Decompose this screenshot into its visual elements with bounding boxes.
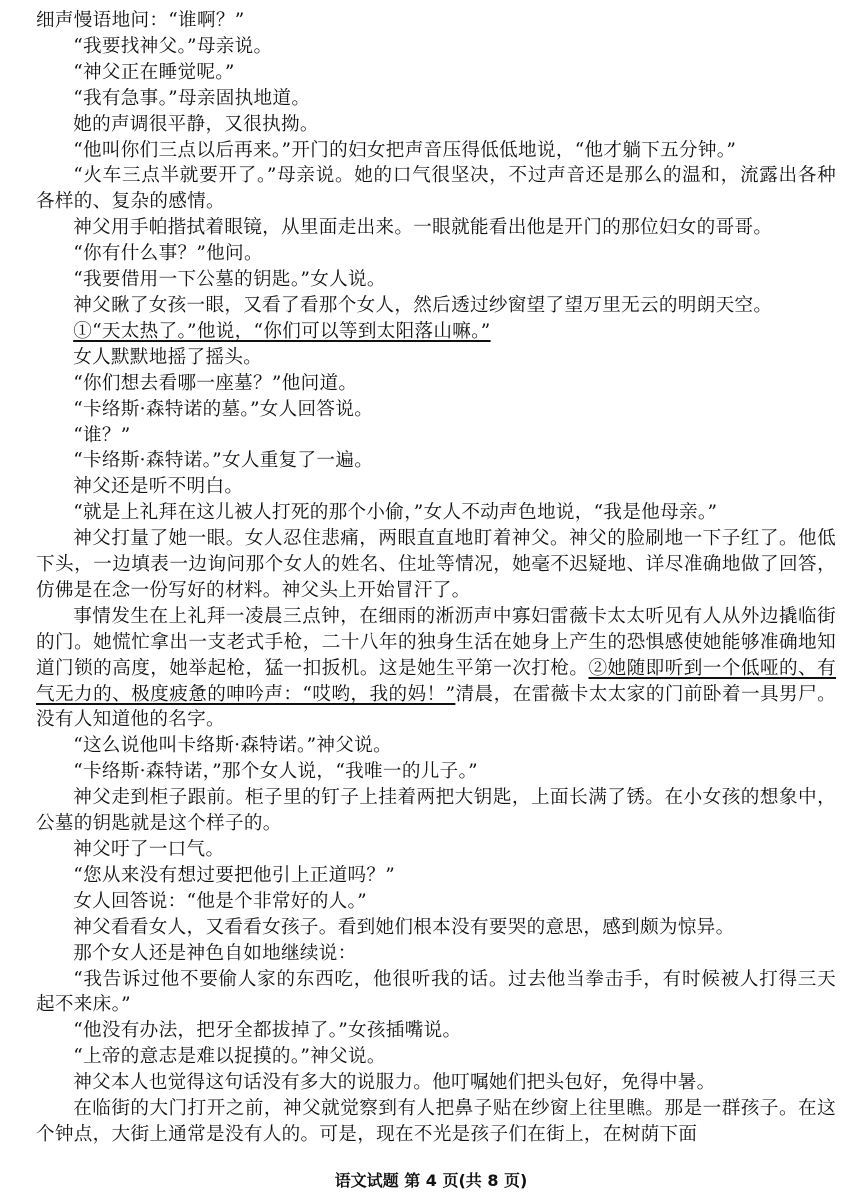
paragraph xyxy=(36,915,836,941)
text-run: “这么说他叫卡络斯·森特诺。”神父说。 xyxy=(73,735,393,757)
text-run: “神父正在睡觉呢。” xyxy=(73,61,235,83)
paragraph xyxy=(36,371,836,397)
text-run: “我要找神父。”母亲说。 xyxy=(73,35,273,57)
paragraph xyxy=(36,941,836,967)
text-run: 神父吁了一口气。 xyxy=(73,839,225,860)
paragraph xyxy=(36,1044,836,1070)
paragraph xyxy=(36,293,836,319)
paragraph xyxy=(36,345,836,371)
text-run: “卡络斯·森特诺的墓。”女人回答说。 xyxy=(73,398,374,420)
paragraph xyxy=(36,163,836,215)
document-page xyxy=(36,8,836,1148)
paragraph xyxy=(36,8,836,34)
text-run: 神父本人也觉得这句话没有多大的说服力。他叮嘱她们把头包好，免得中暑。 xyxy=(73,1072,716,1094)
paragraph xyxy=(36,241,836,267)
paragraph xyxy=(36,138,836,164)
paragraph xyxy=(36,397,836,423)
text-run: “你们想去看哪一座墓？”他问道。 xyxy=(73,372,358,394)
text-run: 神父看看女人，又看看女孩子。看到她们根本没有要哭的意思，感到颇为惊异。 xyxy=(73,916,735,938)
paragraph xyxy=(36,785,836,837)
underlined-passage: ②她随即听到一个低哑的、有气无力的、极度疲惫的呻吟声：“哎哟，我的妈！” xyxy=(36,657,836,705)
text-run: 神父打量了她一眼。女人忍住悲痛，两眼直直地盯着神父。神父的脸刷地一下子红了。他低下头，一边填表一边询问那个女人的姓名、住址等情况，她毫不迟疑地、详尽准确地做了回答，仿佛是在念一份写好的材料。神父头上开始冒汗了。 xyxy=(36,528,836,601)
text-run: 神父用手帕揩拭着眼镜，从里面走出来。一眼就能看出他是开门的那位妇女的哥哥。 xyxy=(73,217,773,239)
text-run: “火车三点半就要开了。”母亲说。她的口气很坚决，不过声音还是那么的温和，流露出各种各样的、复杂的感情。 xyxy=(36,165,836,213)
paragraph xyxy=(36,500,836,526)
page-footer: 语文试题 第 4 页(共 8 页) xyxy=(334,1171,528,1190)
text-run: 神父瞅了女孩一眼，又看了看那个女人，然后透过纱窗望了望万里无云的明朗天空。 xyxy=(73,294,773,316)
paragraph xyxy=(36,34,836,60)
text-run: 女人回答说：“他是个非常好的人。” xyxy=(73,890,367,912)
paragraph xyxy=(36,1018,836,1044)
paragraph xyxy=(36,837,836,863)
text-run: “我要借用一下公墓的钥匙。”女人说。 xyxy=(73,269,386,291)
paragraph xyxy=(36,60,836,86)
paragraph xyxy=(36,526,836,604)
document-body xyxy=(36,8,836,1148)
text-run: “他没有办法，把牙全都拔掉了。”女孩插嘴说。 xyxy=(73,1020,462,1042)
text-run: 她的声调很平静，又很执拗。 xyxy=(73,113,319,135)
text-run: 细声慢语地问：“谁啊？” xyxy=(36,10,245,31)
text-run: “卡络斯·森特诺。”女人重复了一遍。 xyxy=(73,450,374,472)
text-run: 在临街的大门打开之前，神父就觉察到有人把鼻子贴在纱窗上往里瞧。那是一群孩子。在这个钟点，大街上通常是没有人的。可是，现在不光是孩子们在街上，在树荫下面 xyxy=(36,1098,836,1145)
text-run: “你有什么事？”他问。 xyxy=(73,243,263,265)
text-run: 女人默默地摇了摇头。 xyxy=(73,346,263,368)
text-run: “就是上礼拜在这儿被人打死的那个小偷，”女人不动声色地说，“我是他母亲。” xyxy=(73,502,718,524)
text-run: 神父走到柜子跟前。柜子里的钉子上挂着两把大钥匙，上面长满了锈。在小女孩的想象中，公墓的钥匙就是这个样子的。 xyxy=(36,787,836,835)
paragraph xyxy=(36,967,836,1019)
text-run: “谁？” xyxy=(73,424,131,446)
underlined-passage: ①“天太热了。”他说，“你们可以等到太阳落山嘛。” xyxy=(73,320,491,342)
paragraph xyxy=(36,733,836,759)
paragraph xyxy=(36,1096,836,1148)
paragraph xyxy=(36,86,836,112)
paragraph xyxy=(36,423,836,449)
paragraph xyxy=(36,474,836,500)
paragraph xyxy=(36,448,836,474)
paragraph xyxy=(36,759,836,785)
paragraph xyxy=(36,604,836,734)
paragraph xyxy=(36,112,836,138)
text-run: 清晨，在雷薇卡太太家的门前卧着一具男尸。没有人知道他的名字。 xyxy=(36,683,836,731)
paragraph xyxy=(36,267,836,293)
text-run: 神父还是听不明白。 xyxy=(73,476,244,498)
paragraph xyxy=(36,863,836,889)
paragraph xyxy=(36,215,836,241)
text-run: “上帝的意志是难以捉摸的。”神父说。 xyxy=(73,1046,386,1068)
text-run: “我告诉过他不要偷人家的东西吃，他很听我的话。过去他当拳击手，有时候被人打得三天起不来床。” xyxy=(36,968,836,1016)
text-run: “他叫你们三点以后再来。”开门的妇女把声音压得低低地说，“他才躺下五分钟。” xyxy=(73,139,737,161)
text-run: 事情发生在上礼拜一凌晨三点钟，在细雨的淅沥声中寡妇雷薇卡太太听见有人从外边撬临街的门。她慌忙拿出一支老式手枪，二十八年的独身生活在她身上产生的恐惧感使她能够准确地知道门锁的高度，她举起枪，猛一扣扳机。这是她生平第一次打枪。 xyxy=(36,605,836,679)
text-run: 那个女人还是神色自如地继续说： xyxy=(73,942,357,964)
text-run: “您从来没有想过要把他引上正道吗？” xyxy=(73,864,396,886)
text-run: “我有急事。”母亲固执地道。 xyxy=(73,87,311,109)
paragraph xyxy=(36,319,836,345)
paragraph xyxy=(36,1070,836,1096)
paragraph xyxy=(36,889,836,915)
text-run: “卡络斯·森特诺，”那个女人说，“我唯一的儿子。” xyxy=(73,761,478,783)
